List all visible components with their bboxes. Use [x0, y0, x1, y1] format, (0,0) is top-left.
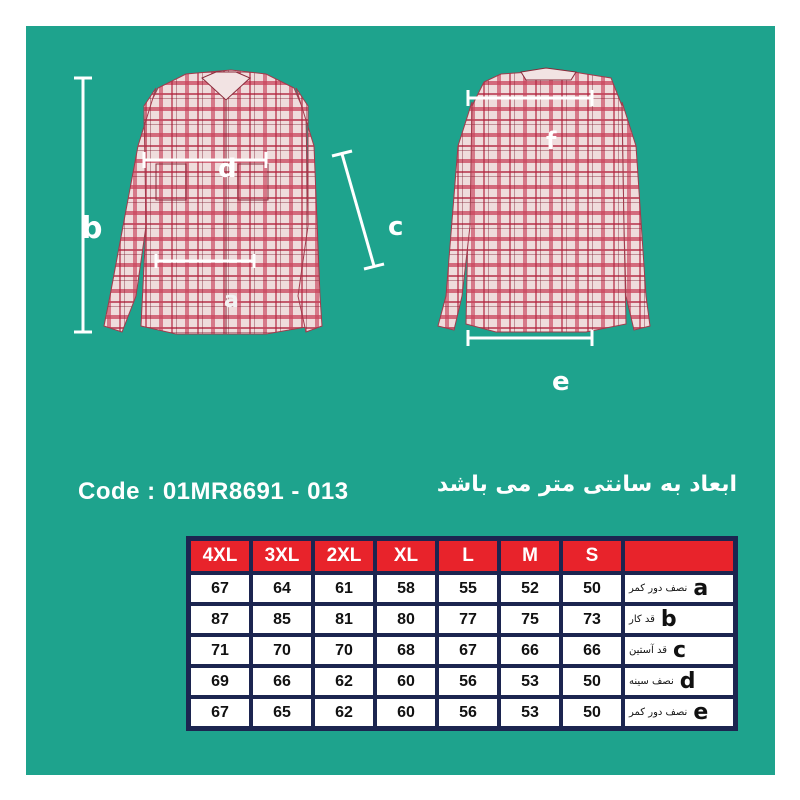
table-cell: 66	[251, 666, 313, 697]
table-cell: 61	[313, 573, 375, 604]
front-shirt	[104, 70, 322, 334]
row-label: نصف سینه	[629, 676, 674, 687]
table-cell: 53	[499, 666, 561, 697]
row-letter: a	[693, 576, 709, 601]
back-shirt	[438, 68, 650, 332]
table-cell: 67	[437, 635, 499, 666]
table-cell: 65	[251, 697, 313, 728]
table-row-e	[189, 697, 735, 728]
row-label: نصف دور کمر	[629, 583, 688, 594]
table-cell: 62	[313, 666, 375, 697]
row-letter: d	[679, 669, 696, 694]
size-header-l: L	[437, 539, 499, 573]
table-cell: 80	[375, 604, 437, 635]
dimension-letter-a: a	[224, 288, 239, 313]
table-cell: 50	[561, 573, 623, 604]
dimension-letter-f: f	[546, 127, 557, 155]
table-row-b	[189, 604, 735, 635]
table-cell: 64	[251, 573, 313, 604]
table-cell: 81	[313, 604, 375, 635]
size-header-2xl: 2XL	[313, 539, 375, 573]
dimension-letter-d: d	[218, 154, 237, 184]
table-cell: 85	[251, 604, 313, 635]
table-row-d	[189, 666, 735, 697]
row-label: قد کار	[629, 614, 655, 625]
row-label: قد آستین	[629, 645, 668, 656]
size-header-4xl: 4XL	[189, 539, 251, 573]
table-cell: 77	[437, 604, 499, 635]
dimension-letter-c: c	[388, 212, 404, 242]
row-label-cell	[623, 604, 735, 635]
table-cell: 60	[375, 697, 437, 728]
table-cell: 62	[313, 697, 375, 728]
table-cell: 66	[561, 635, 623, 666]
dimension-letter-e: e	[552, 367, 570, 397]
label-header	[623, 539, 735, 573]
table-cell: 68	[375, 635, 437, 666]
size-header-xl: XL	[375, 539, 437, 573]
table-cell: 67	[189, 573, 251, 604]
size-header-row	[189, 539, 735, 573]
table-cell: 50	[561, 697, 623, 728]
table-row-c	[189, 635, 735, 666]
dimension-letter-b: b	[81, 211, 103, 246]
product-code: Code : 01MR8691 - 013	[78, 478, 349, 505]
table-cell: 56	[437, 697, 499, 728]
size-header-3xl: 3XL	[251, 539, 313, 573]
row-letter: e	[693, 700, 709, 725]
row-label: نصف دور کمر	[629, 707, 688, 718]
table-cell: 66	[499, 635, 561, 666]
table-cell: 50	[561, 666, 623, 697]
table-cell: 69	[189, 666, 251, 697]
units-note: ابعاد به سانتی متر می باشد	[436, 472, 737, 497]
size-header-m: M	[499, 539, 561, 573]
table-row-a	[189, 573, 735, 604]
table-cell: 67	[189, 697, 251, 728]
row-label-cell	[623, 697, 735, 728]
row-label-cell	[623, 635, 735, 666]
row-label-cell	[623, 666, 735, 697]
table-cell: 52	[499, 573, 561, 604]
table-cell: 75	[499, 604, 561, 635]
table-cell: 55	[437, 573, 499, 604]
table-cell: 60	[375, 666, 437, 697]
size-guide-panel	[26, 26, 775, 775]
table-cell: 56	[437, 666, 499, 697]
table-cell: 70	[251, 635, 313, 666]
size-table	[186, 536, 738, 731]
table-cell: 70	[313, 635, 375, 666]
table-cell: 71	[189, 635, 251, 666]
table-cell: 73	[561, 604, 623, 635]
table-cell: 53	[499, 697, 561, 728]
row-letter: c	[673, 638, 687, 663]
row-label-cell	[623, 573, 735, 604]
size-header-s: S	[561, 539, 623, 573]
table-cell: 87	[189, 604, 251, 635]
row-letter: b	[660, 607, 677, 632]
table-cell: 58	[375, 573, 437, 604]
